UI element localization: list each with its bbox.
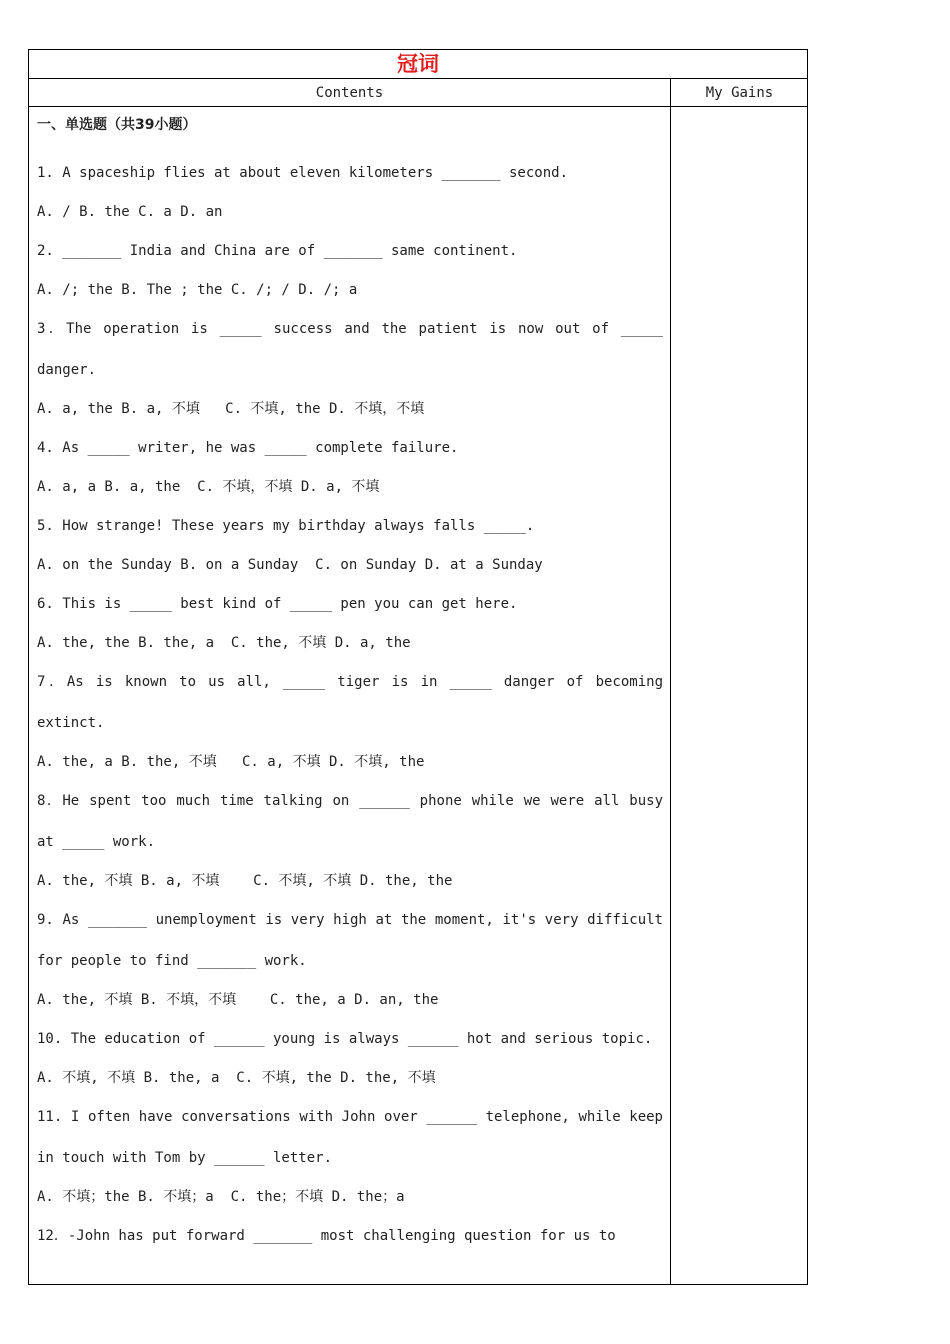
question-options: A. the, 不填 B. 不填，不填 C. the, a D. an, the (37, 992, 439, 1008)
question-item (37, 900, 663, 1019)
question-stem: 1. A spaceship flies at about eleven kilometers _______ second. (37, 165, 569, 181)
question-stem: 4. As _____ writer, he was _____ complete failure. (37, 440, 459, 456)
question-options: A. 不填, 不填 B. the, a C. 不填, the D. the, 不填 (37, 1070, 436, 1086)
question-item (37, 506, 663, 584)
my-gains-header: My Gains (705, 85, 774, 101)
table-header-row (29, 79, 807, 107)
question-stem: 7．As is known to us all, _____ tiger is in _____ danger of becoming extinct. (37, 674, 663, 731)
question-stem: 6. This is _____ best kind of _____ pen you can get here. (37, 596, 518, 612)
worksheet-table (28, 49, 808, 1285)
question-stem: 2. _______ India and China are of _______ same continent. (37, 243, 518, 259)
question-stem: 10. The education of ______ young is always ______ hot and serious topic. (37, 1031, 653, 1047)
question-item (37, 584, 663, 662)
question-options: A. a, the B. a, 不填 C. 不填, the D. 不填，不填 (37, 401, 425, 417)
question-options: A. on the Sunday B. on a Sunday C. on Sunday D. at a Sunday (37, 557, 543, 573)
contents-header: Contents (315, 85, 384, 101)
question-item (37, 428, 663, 506)
contents-column (37, 107, 663, 1257)
question-stem: 5. How strange! These years my birthday always falls _____. (37, 518, 535, 534)
question-stem: 8．He spent too much time talking on ______ phone while we were all busy at _____ work. (37, 793, 663, 850)
question-options: A. the, a B. the, 不填 C. a, 不填 D. 不填, the (37, 754, 425, 770)
section-title: 一、单选题（共39小题） (37, 117, 197, 133)
question-options: A. 不填；the B. 不填；a C. the；不填 D. the；a (37, 1189, 405, 1205)
question-options: A. / B. the C. a D. an (37, 204, 223, 220)
question-options: A. the, 不填 B. a, 不填 C. 不填, 不填 D. the, the (37, 873, 453, 889)
question-stem: 3．The operation is _____ success and the patient is now out of _____ danger. (37, 321, 663, 378)
question-stem: 12．-John has put forward _______ most challenging question for us to (37, 1228, 616, 1244)
question-item (37, 309, 663, 428)
question-item (37, 1216, 663, 1257)
question-stem: 9. As _______ unemployment is very high at the moment, it's very difficult for people to find _______ work. (37, 912, 663, 969)
question-item (37, 1019, 663, 1097)
column-divider (670, 79, 671, 1284)
question-item (37, 153, 663, 231)
question-item (37, 781, 663, 900)
question-item (37, 231, 663, 309)
question-options: A. /; the B. The ; the C. /; / D. /; a (37, 282, 358, 298)
question-item (37, 1097, 663, 1216)
question-options: A. a, a B. a, the C. 不填，不填 D. a, 不填 (37, 479, 380, 495)
question-item (37, 662, 663, 781)
page-title: 冠词 (29, 50, 807, 79)
question-stem: 11. I often have conversations with John over ______ telephone, while keep in touch with Tom by ______ letter. (37, 1109, 663, 1166)
question-options: A. the, the B. the, a C. the, 不填 D. a, the (37, 635, 411, 651)
